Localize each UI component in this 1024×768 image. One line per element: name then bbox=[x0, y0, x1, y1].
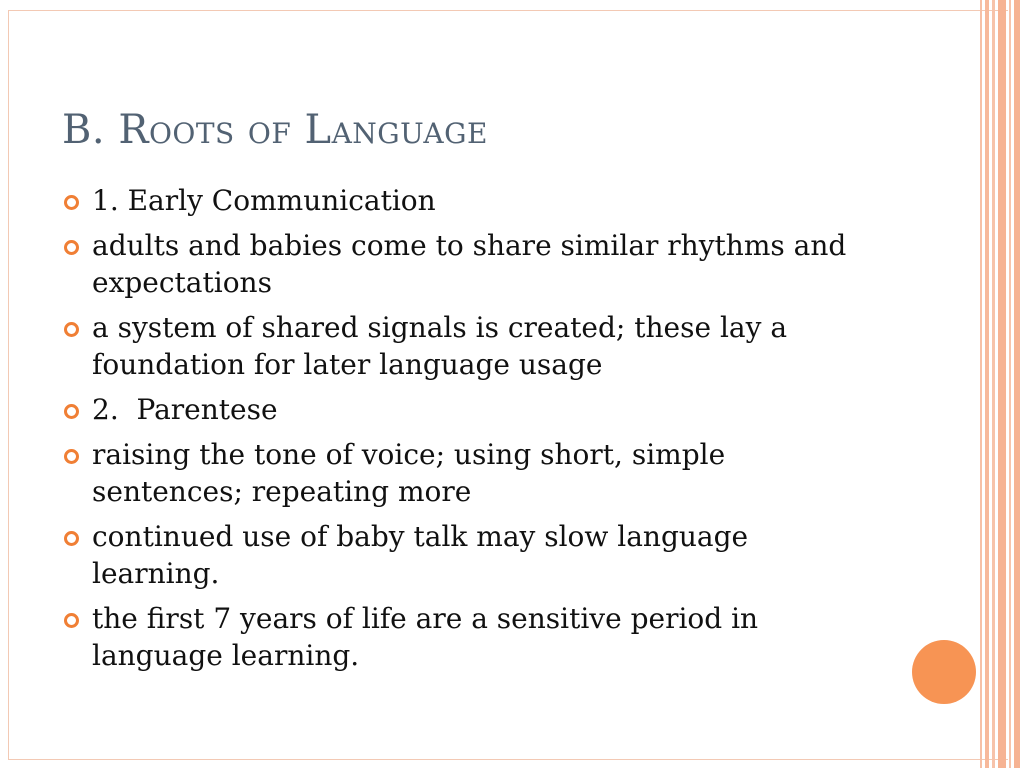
right-border-stripe bbox=[992, 0, 995, 768]
ring-bullet-icon bbox=[64, 449, 79, 464]
bullet-item bbox=[62, 518, 852, 592]
bullet-text: 1. Early Communication bbox=[92, 184, 436, 217]
bullet-text: raising the tone of voice; using short, simple sentences; repeating more bbox=[92, 438, 726, 508]
right-border-stripe bbox=[980, 0, 982, 768]
right-border-stripe bbox=[998, 0, 1006, 768]
ring-bullet-icon bbox=[64, 531, 79, 546]
orange-circle-decoration bbox=[912, 640, 976, 704]
ring-bullet-icon bbox=[64, 322, 79, 337]
bullet-item bbox=[62, 391, 852, 428]
ring-bullet-icon bbox=[64, 613, 79, 628]
bullet-text: continued use of baby talk may slow language learning. bbox=[92, 520, 749, 590]
bullet-item bbox=[62, 309, 852, 383]
right-border-stripe bbox=[1014, 0, 1020, 768]
ring-bullet-icon bbox=[64, 195, 79, 210]
bullet-item bbox=[62, 182, 852, 219]
bullet-item bbox=[62, 227, 852, 301]
slide-title: B. Roots of Language bbox=[62, 107, 488, 153]
ring-bullet-icon bbox=[64, 404, 79, 419]
right-border-stripe bbox=[985, 0, 989, 768]
right-border-stripe bbox=[1009, 0, 1011, 768]
bullet-text: a system of shared signals is created; these lay a foundation for later language usage bbox=[92, 311, 788, 381]
ring-bullet-icon bbox=[64, 240, 79, 255]
bullet-text: 2. Parentese bbox=[92, 393, 278, 426]
bullet-text: adults and babies come to share similar rhythms and expectations bbox=[92, 229, 847, 299]
bullet-text: the first 7 years of life are a sensitive period in language learning. bbox=[92, 602, 759, 672]
bullet-item bbox=[62, 600, 852, 674]
bullet-item bbox=[62, 436, 852, 510]
bullet-list bbox=[62, 182, 852, 682]
